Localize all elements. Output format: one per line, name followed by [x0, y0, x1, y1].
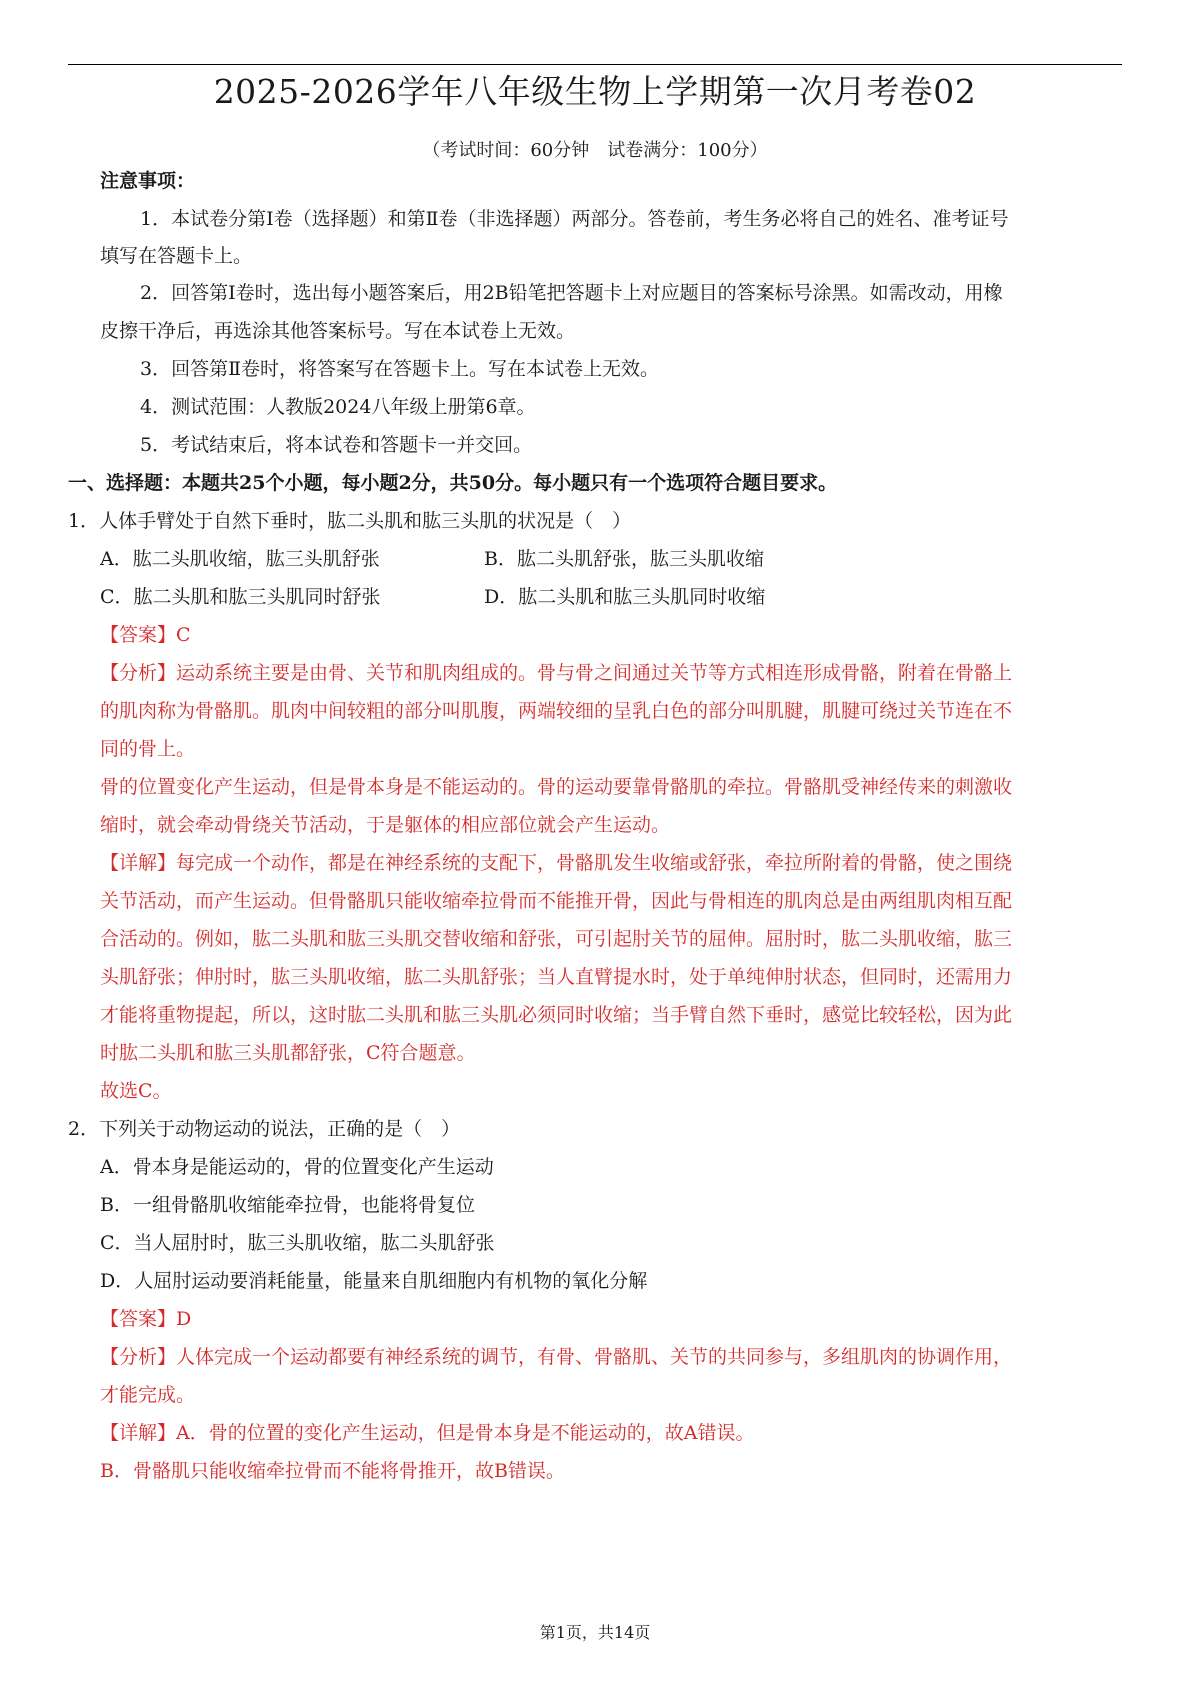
- page-title: 2025-2026学年八年级生物上学期第一次月考卷02: [213, 72, 977, 111]
- q2-option-a: A．骨本身是能运动的，骨的位置变化产生运动: [100, 1156, 494, 1178]
- notice-line-3: 3．回答第Ⅱ卷时，将答案写在答题卡上。写在本试卷上无效。: [140, 358, 660, 380]
- q1-detail-tag: 【详解】: [100, 852, 177, 874]
- q1-stem: 1．人体手臂处于自然下垂时，肱二头肌和肱三头肌的状况是（ ）: [68, 510, 632, 532]
- q1-conclusion: 故选C。: [100, 1080, 172, 1102]
- notice-line-5: 5．考试结束后，将本试卷和答题卡一并交回。: [140, 434, 533, 456]
- q1-detail-line-1: [100, 848, 1012, 878]
- q1-detail-line-4: 头肌舒张；伸肘时，肱三头肌收缩，肱二头肌舒张；当人直臂提水时，处于单纯伸肘状态，但同时，还需用力: [100, 966, 1013, 988]
- q2-detail-line-2: B．骨骼肌只能收缩牵拉骨而不能将骨推开，故B错误。: [100, 1460, 565, 1482]
- notice-line-1: 1．本试卷分第Ⅰ卷（选择题）和第Ⅱ卷（非选择题）两部分。答卷前，考生务必将自己的姓名、准考证号: [140, 208, 1009, 230]
- q1-analysis-text-1: 运动系统主要是由骨、关节和肌肉组成的。骨与骨之间通过关节等方式相连形成骨骼，附着在骨骼上: [176, 662, 1013, 684]
- q1-answer: [100, 620, 191, 650]
- q1-analysis-line-5: 缩时，就会牵动骨绕关节活动，于是躯体的相应部位就会产生运动。: [100, 814, 671, 836]
- q1-option-a: A．肱二头肌收缩，肱三头肌舒张: [100, 548, 380, 570]
- q2-analysis-line-1: [100, 1342, 1012, 1372]
- page-number: 第1页，共14页: [539, 1623, 651, 1642]
- exam-subtitle: （考试时间：60分钟 试卷满分：100分）: [422, 140, 768, 161]
- q2-answer: [100, 1304, 191, 1334]
- q1-detail-line-6: 时肱二头肌和肱三头肌都舒张，C符合题意。: [100, 1042, 476, 1064]
- q1-detail-line-5: 才能将重物提起，所以，这时肱二头肌和肱三头肌必须同时收缩；当手臂自然下垂时，感觉比较轻松，因为此: [100, 1004, 1013, 1026]
- q2-analysis-text-1: 人体完成一个运动都要有神经系统的调节，有骨、骨骼肌、关节的共同参与，多组肌肉的协调作用，: [176, 1346, 1013, 1368]
- q1-analysis-line-2: 的肌肉称为骨骼肌。肌肉中间较粗的部分叫肌腹，两端较细的呈乳白色的部分叫肌腱，肌腱可绕过关节连在不: [100, 700, 1013, 722]
- q1-analysis-tag: 【分析】: [100, 662, 177, 684]
- q1-option-d: D．肱二头肌和肱三头肌同时收缩: [484, 586, 766, 608]
- q1-answer-tag: 【答案】: [100, 624, 177, 646]
- q1-analysis-line-3: 同的骨上。: [100, 738, 196, 760]
- q2-analysis-line-2: 才能完成。: [100, 1384, 196, 1406]
- q1-option-c: C．肱二头肌和肱三头肌同时舒张: [100, 586, 381, 608]
- q2-option-c: C．当人屈肘时，肱三头肌收缩，肱二头肌舒张: [100, 1232, 495, 1254]
- q2-option-d: D．人屈肘运动要消耗能量，能量来自肌细胞内有机物的氧化分解: [100, 1270, 648, 1292]
- q2-stem: 2．下列关于动物运动的说法，正确的是（ ）: [68, 1118, 461, 1140]
- q1-option-b: B．肱二头肌舒张，肱三头肌收缩: [484, 548, 764, 570]
- section-heading: 一、选择题：本题共25个小题，每小题2分，共50分。每小题只有一个选项符合题目要求。: [68, 472, 838, 494]
- top-rule: [68, 64, 1122, 65]
- q1-analysis-line-4: 骨的位置变化产生运动，但是骨本身是不能运动的。骨的运动要靠骨骼肌的牵拉。骨骼肌受神经传来的刺激收: [100, 776, 1013, 798]
- q2-detail-text-1: A．骨的位置的变化产生运动，但是骨本身是不能运动的，故A错误。: [176, 1422, 755, 1444]
- notice-line-2: 2．回答第Ⅰ卷时，选出每小题答案后，用2B铅笔把答题卡上对应题目的答案标号涂黑。如需改动，用橡: [140, 282, 1003, 304]
- q2-analysis-tag: 【分析】: [100, 1346, 177, 1368]
- q2-option-b: B．一组骨骼肌收缩能牵拉骨，也能将骨复位: [100, 1194, 475, 1216]
- q1-analysis-line-1: [100, 658, 1012, 688]
- q2-detail-line-1: [100, 1418, 754, 1448]
- q1-detail-text-1: 每完成一个动作，都是在神经系统的支配下，骨骼肌发生收缩或舒张，牵拉所附着的骨骼，使之围绕: [176, 852, 1013, 874]
- q2-answer-tag: 【答案】: [100, 1308, 177, 1330]
- q1-detail-line-3: 合活动的。例如，肱二头肌和肱三头肌交替收缩和舒张，可引起肘关节的屈伸。屈肘时，肱二头肌收缩，肱三: [100, 928, 1013, 950]
- notice-line-2-cont: 皮擦干净后，再选涂其他答案标号。写在本试卷上无效。: [100, 320, 576, 342]
- notice-line-4: 4．测试范围：人教版2024八年级上册第6章。: [140, 396, 536, 418]
- q2-detail-tag: 【详解】: [100, 1422, 177, 1444]
- q2-answer-value: D: [176, 1308, 192, 1330]
- exam-page: [68, 0, 1122, 1682]
- notice-line-1-cont: 填写在答题卡上。: [100, 245, 253, 267]
- q1-detail-line-2: 关节活动，而产生运动。但骨骼肌只能收缩牵拉骨而不能推开骨，因此与骨相连的肌肉总是由两组肌肉相互配: [100, 890, 1013, 912]
- q1-answer-value: C: [176, 624, 191, 646]
- notice-heading: 注意事项：: [100, 170, 196, 192]
